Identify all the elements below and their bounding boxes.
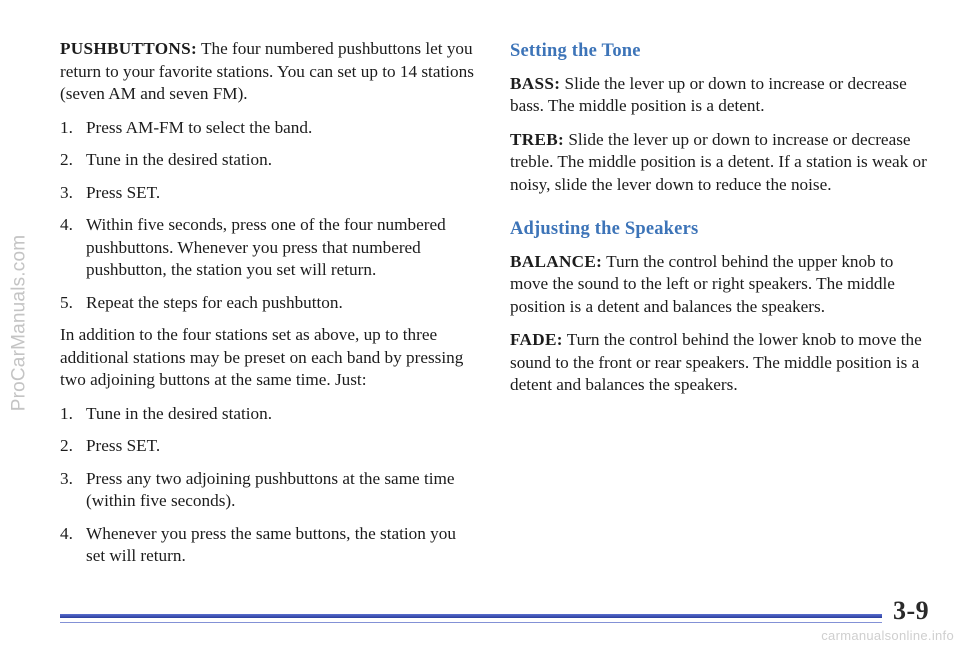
left-column <box>60 38 478 578</box>
treb-term: TREB: <box>510 129 565 149</box>
balance-term: BALANCE: <box>510 251 603 271</box>
right-column <box>510 40 930 408</box>
tone-heading: Setting the Tone <box>510 41 641 61</box>
pushbuttons-paragraph <box>60 38 478 106</box>
treb-paragraph <box>510 129 930 197</box>
balance-text: Turn the control behind the upper knob to move the sound to the left or right speakers. The middle position is a detent and balances the speakers. <box>510 251 895 316</box>
bass-text: Slide the lever up or down to increase or decrease bass. The middle position is a detent. <box>510 73 907 115</box>
fade-term: FADE: <box>510 330 563 349</box>
treb-text: Slide the lever up or down to increase or decrease treble. The middle position is a detent. If a station is weak or noisy, slide the lever down to reduce the noise. <box>510 129 927 194</box>
list-item <box>60 292 478 315</box>
balance-paragraph <box>510 251 930 319</box>
step-text: Press SET. <box>86 436 161 455</box>
step-number: 3. <box>60 182 73 202</box>
footer-rule <box>60 614 882 618</box>
bottom-watermark: carmanualsonline.info <box>821 628 954 643</box>
fade-text: Turn the control behind the lower knob to move the sound to the front or rear speakers. The middle position is a detent and balances the speakers. <box>510 330 922 394</box>
step-text: Press AM-FM to select the band. <box>86 117 313 137</box>
pushbuttons-term: PUSHBUTTONS: <box>60 39 197 58</box>
list-item <box>60 523 478 568</box>
step-text: Tune in the desired station. <box>86 403 273 423</box>
pushbuttons-text: The four numbered pushbuttons let you return to your favorite stations. You can set up to 14 stations (seven AM and seven FM). <box>60 39 474 103</box>
step-number: 4. <box>60 523 73 543</box>
additional-steps-list <box>60 403 478 568</box>
list-item <box>60 149 478 172</box>
step-number: 3. <box>60 468 73 488</box>
step-number: 5. <box>60 292 73 312</box>
step-text: Tune in the desired station. <box>86 150 273 169</box>
list-item <box>60 435 478 458</box>
list-item <box>60 117 478 140</box>
additional-stations-paragraph: In addition to the four stations set as above, up to three additional stations may be preset on each band by pressing two adjoining buttons at the same time. Just: <box>60 325 464 389</box>
step-text: Press any two adjoining pushbuttons at the same time (within five seconds). <box>86 468 455 510</box>
step-number: 2. <box>60 436 73 455</box>
side-watermark-text: ProCarManuals.com <box>8 234 30 411</box>
step-number: 1. <box>60 117 73 137</box>
step-text: Within five seconds, press one of the four numbered pushbuttons. Whenever you press that numbered pushbutton, the station you set will return. <box>86 215 446 279</box>
list-item <box>60 468 478 513</box>
step-text: Press SET. <box>86 182 161 202</box>
bass-paragraph <box>510 73 930 118</box>
fade-paragraph <box>510 329 930 397</box>
side-watermark <box>2 0 36 645</box>
step-number: 1. <box>60 403 73 423</box>
step-text: Whenever you press the same buttons, the station you set will return. <box>86 523 456 565</box>
list-item <box>60 214 478 282</box>
step-number: 4. <box>60 215 73 234</box>
footer-rule-thin <box>60 622 882 623</box>
list-item <box>60 182 478 205</box>
bass-term: BASS: <box>510 73 561 93</box>
step-text: Repeat the steps for each pushbutton. <box>86 292 343 312</box>
step-number: 2. <box>60 150 73 169</box>
list-item <box>60 403 478 426</box>
speakers-heading: Adjusting the Speakers <box>510 219 699 239</box>
preset-steps-list <box>60 117 478 315</box>
page-number: 3-9 <box>893 596 930 625</box>
